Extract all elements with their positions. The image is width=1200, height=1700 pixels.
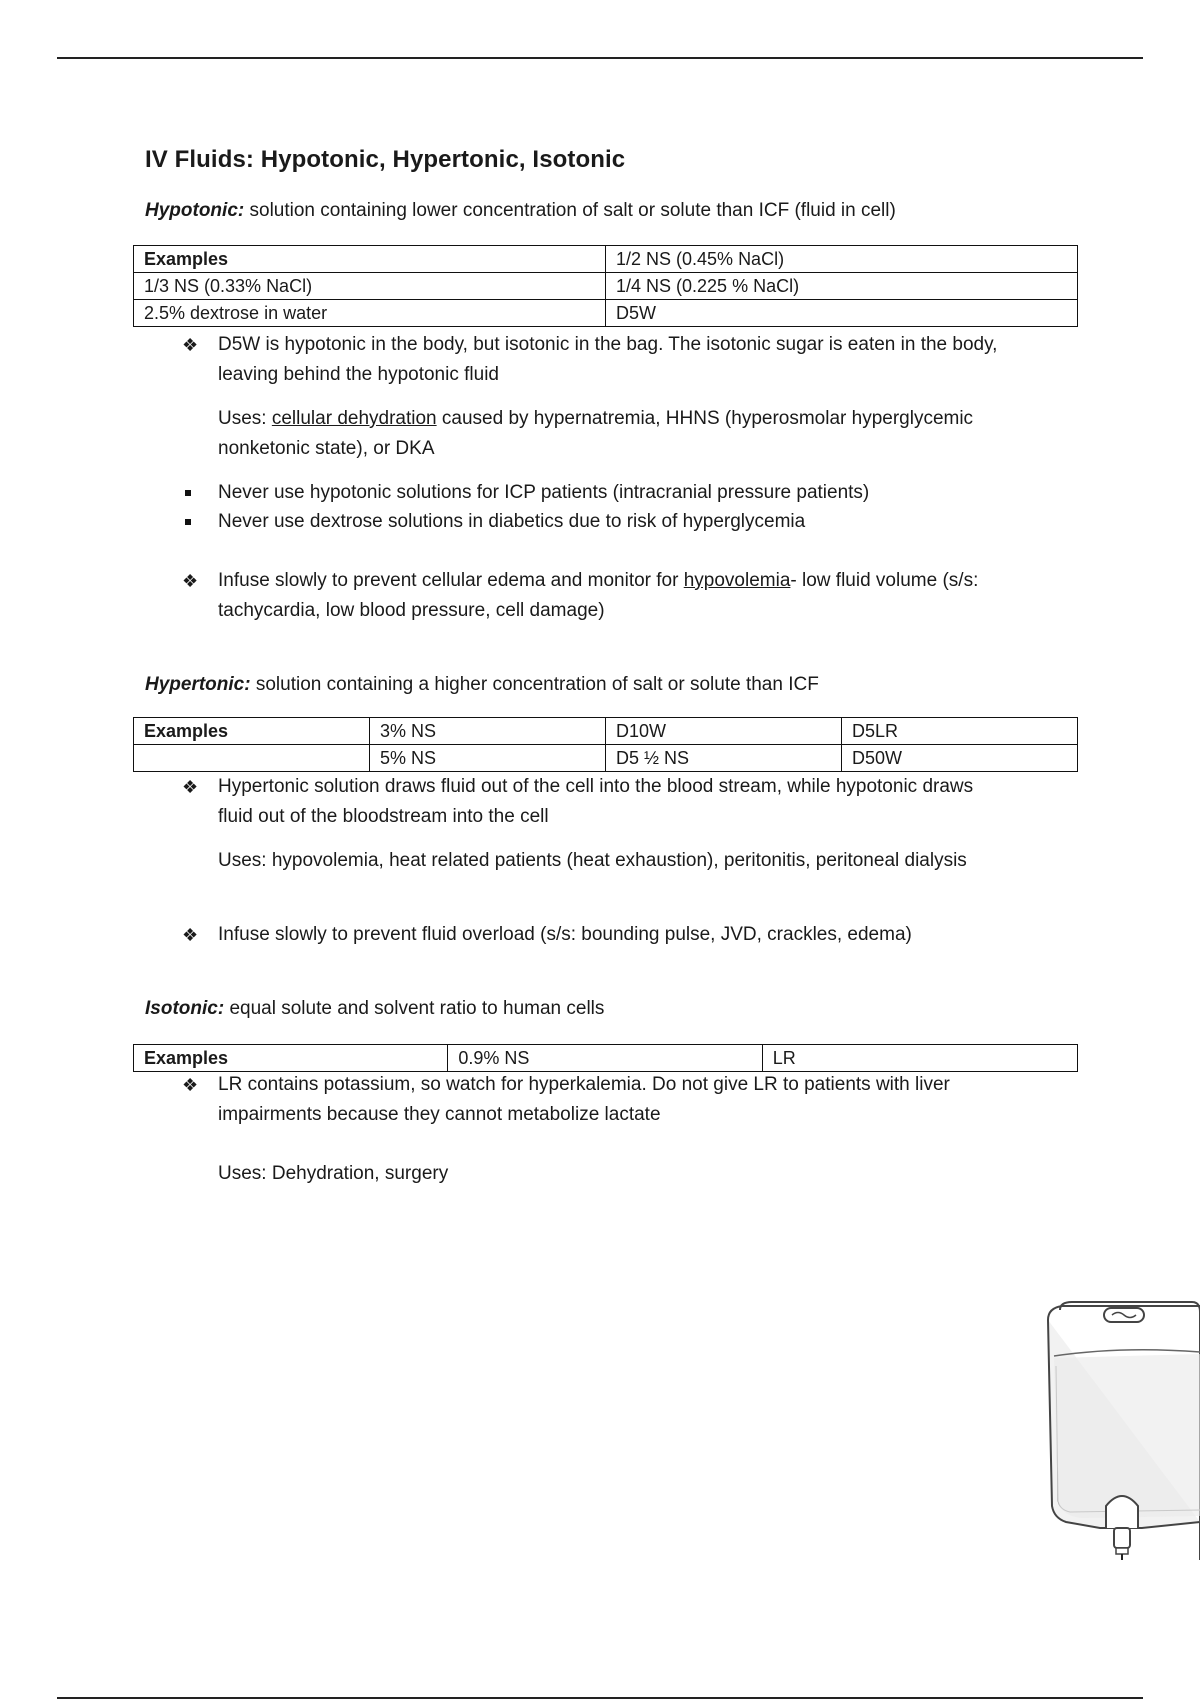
table-cell: 3% NS (370, 718, 606, 745)
isotonic-examples-table (133, 1044, 1078, 1072)
table-row (134, 300, 1078, 327)
iv-bag-icon (1042, 1296, 1200, 1560)
hypertonic-note-line2: fluid out of the bloodstream into the cell (218, 806, 549, 827)
hypotonic-note-line1: D5W is hypotonic in the body, but isotonic in the bag. The isotonic sugar is eaten in the body, (218, 334, 998, 355)
hypotonic-warning-2: Never use dextrose solutions in diabetics due to risk of hyperglycemia (218, 511, 806, 532)
table-cell: Examples (134, 246, 606, 273)
table-cell: D5W (606, 300, 1078, 327)
hypotonic-uses (218, 404, 973, 464)
table-cell: 1/3 NS (0.33% NaCl) (134, 273, 606, 300)
hypotonic-term: Hypotonic: (145, 200, 245, 221)
table-cell: D5LR (842, 718, 1078, 745)
table-row (134, 1045, 1078, 1072)
hypotonic-uses-underlined: cellular dehydration (271, 408, 437, 429)
hypotonic-uses-rest: caused by hypernatremia, HHNS (hyperosmolar hyperglycemic (436, 408, 974, 429)
diamond-bullet-icon: ❖ (182, 571, 199, 591)
table-cell: 2.5% dextrose in water (134, 300, 606, 327)
table-cell: D50W (842, 745, 1078, 772)
diamond-bullet-icon: ❖ (182, 335, 199, 355)
table-cell: D5 ½ NS (606, 745, 842, 772)
header-rule (57, 57, 1143, 59)
table-cell: D10W (606, 718, 842, 745)
hypotonic-warning-1: Never use hypotonic solutions for ICP patients (intracranial pressure patients) (218, 482, 870, 503)
square-bullet-icon (185, 519, 191, 525)
diamond-bullet-icon: ❖ (182, 777, 199, 797)
hypotonic-uses-prefix: Uses: (218, 408, 272, 429)
table-cell: Examples (134, 1045, 448, 1072)
hypertonic-definition-text: solution containing a higher concentration of salt or solute than ICF (250, 674, 819, 695)
page-title: IV Fluids: Hypotonic, Hypertonic, Isotonic (145, 146, 626, 173)
isotonic-note-line1: LR contains potassium, so watch for hyperkalemia. Do not give LR to patients with liver (218, 1074, 950, 1095)
diamond-bullet-icon: ❖ (182, 925, 199, 945)
hypotonic-note-line2: leaving behind the hypotonic fluid (218, 364, 499, 385)
table-cell: 0.9% NS (448, 1045, 762, 1072)
isotonic-note-line2: impairments because they cannot metabolize lactate (218, 1104, 661, 1125)
footer-rule (57, 1697, 1143, 1699)
table-cell: 5% NS (370, 745, 606, 772)
table-row (134, 246, 1078, 273)
hypotonic-infuse-underlined: hypovolemia (683, 570, 791, 591)
hypotonic-infuse-line2: tachycardia, low blood pressure, cell damage) (218, 600, 605, 621)
table-row (134, 273, 1078, 300)
hypertonic-note-line1: Hypertonic solution draws fluid out of the cell into the blood stream, while hypotonic draws (218, 776, 974, 797)
hypotonic-note (218, 330, 997, 390)
table-cell (134, 745, 370, 772)
table-row (134, 718, 1078, 745)
hypotonic-definition (145, 200, 896, 222)
isotonic-note (218, 1070, 950, 1130)
isotonic-uses: Uses: Dehydration, surgery (218, 1163, 449, 1184)
table-cell: Examples (134, 718, 370, 745)
hypertonic-uses: Uses: hypovolemia, heat related patients (heat exhaustion), peritonitis, peritoneal dialysis (218, 850, 967, 871)
hypotonic-infuse-rest: - low fluid volume (s/s: (790, 570, 979, 591)
table-cell: LR (762, 1045, 1077, 1072)
isotonic-definition (145, 998, 604, 1020)
table-row (134, 745, 1078, 772)
hypotonic-examples-table (133, 245, 1078, 327)
hypotonic-uses-line2: nonketonic state), or DKA (218, 438, 435, 459)
isotonic-definition-text: equal solute and solvent ratio to human cells (224, 998, 605, 1019)
hypotonic-definition-text: solution containing lower concentration of salt or solute than ICF (fluid in cell) (244, 200, 896, 221)
hypertonic-term: Hypertonic: (145, 674, 251, 695)
square-bullet-icon (185, 490, 191, 496)
hypertonic-infuse: Infuse slowly to prevent fluid overload (s/s: bounding pulse, JVD, crackles, edema) (218, 924, 912, 945)
hypertonic-examples-table (133, 717, 1078, 772)
diamond-bullet-icon: ❖ (182, 1075, 199, 1095)
table-cell: 1/4 NS (0.225 % NaCl) (606, 273, 1078, 300)
isotonic-term: Isotonic: (145, 998, 225, 1019)
hypotonic-infuse (218, 566, 978, 626)
hypertonic-note (218, 772, 973, 832)
hypertonic-definition (145, 674, 819, 696)
hypotonic-infuse-prefix: Infuse slowly to prevent cellular edema and monitor for (218, 570, 684, 591)
table-cell: 1/2 NS (0.45% NaCl) (606, 246, 1078, 273)
